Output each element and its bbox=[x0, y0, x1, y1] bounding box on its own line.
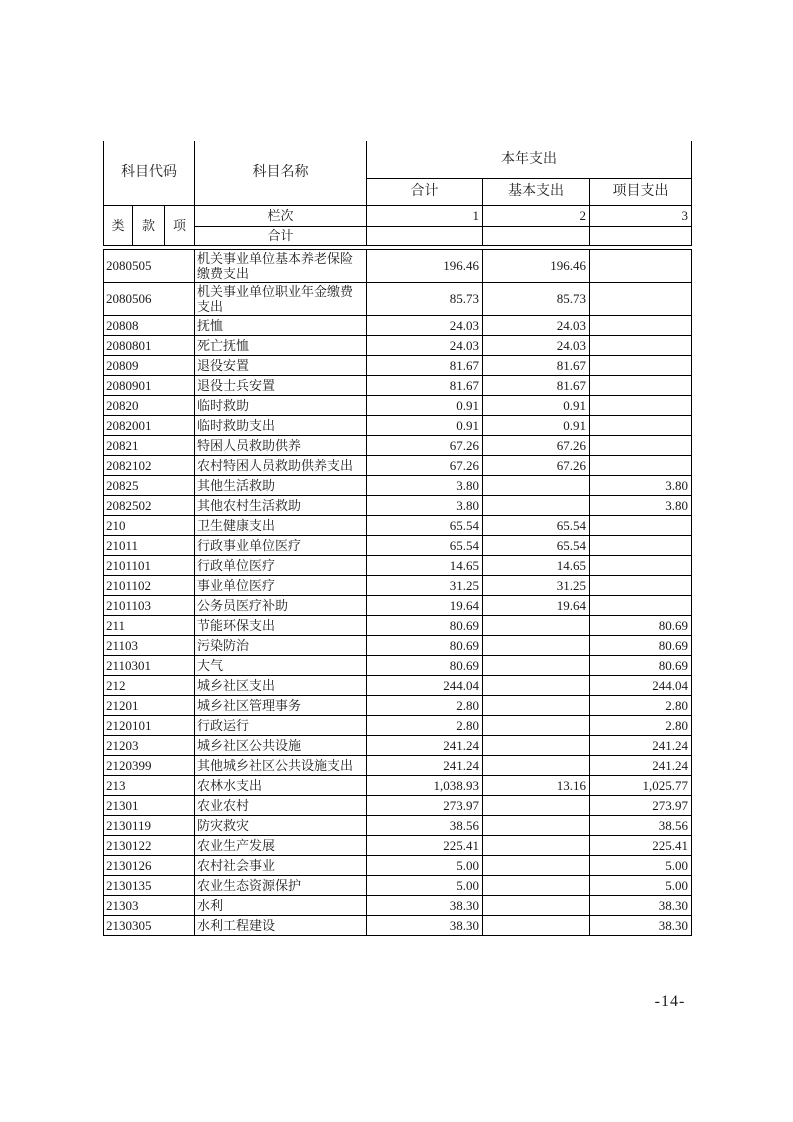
project-cell: 80.69 bbox=[590, 615, 692, 635]
code-cell: 2120399 bbox=[104, 755, 195, 775]
code-cell: 21301 bbox=[104, 795, 195, 815]
basic-cell: 31.25 bbox=[483, 575, 590, 595]
code-cell: 2110301 bbox=[104, 655, 195, 675]
project-cell: 80.69 bbox=[590, 655, 692, 675]
project-cell: 225.41 bbox=[590, 835, 692, 855]
header-basic-expenditure-column: 基本支出 bbox=[483, 178, 590, 205]
code-cell: 2130122 bbox=[104, 835, 195, 855]
total-cell: 80.69 bbox=[367, 635, 483, 655]
table-row bbox=[104, 755, 692, 775]
code-cell: 21203 bbox=[104, 735, 195, 755]
total-cell: 5.00 bbox=[367, 875, 483, 895]
project-cell bbox=[590, 355, 692, 375]
code-cell: 20820 bbox=[104, 395, 195, 415]
table-row bbox=[104, 475, 692, 495]
code-cell: 21011 bbox=[104, 535, 195, 555]
project-cell bbox=[590, 535, 692, 555]
code-cell: 2130305 bbox=[104, 915, 195, 935]
total-cell: 85.73 bbox=[367, 282, 483, 315]
budget-table bbox=[103, 141, 693, 936]
total-cell: 31.25 bbox=[367, 575, 483, 595]
header-subject-code: 科目代码 bbox=[104, 141, 195, 205]
header-category: 类 bbox=[104, 205, 133, 245]
total-cell: 38.30 bbox=[367, 895, 483, 915]
table-row bbox=[104, 655, 692, 675]
total-cell: 81.67 bbox=[367, 355, 483, 375]
total-cell: 241.24 bbox=[367, 755, 483, 775]
table-row bbox=[104, 735, 692, 755]
name-cell: 其他农村生活救助 bbox=[195, 495, 367, 515]
total-cell: 65.54 bbox=[367, 515, 483, 535]
basic-cell: 14.65 bbox=[483, 555, 590, 575]
basic-cell bbox=[483, 855, 590, 875]
header-project-expenditure-column: 项目支出 bbox=[590, 178, 692, 205]
code-cell: 2080901 bbox=[104, 375, 195, 395]
total-cell: 24.03 bbox=[367, 335, 483, 355]
total-cell: 14.65 bbox=[367, 555, 483, 575]
budget-table-data bbox=[103, 249, 692, 936]
project-cell: 2.80 bbox=[590, 695, 692, 715]
total-cell: 225.41 bbox=[367, 835, 483, 855]
project-cell bbox=[590, 282, 692, 315]
total-cell: 2.80 bbox=[367, 715, 483, 735]
name-cell: 水利 bbox=[195, 895, 367, 915]
table-row bbox=[104, 395, 692, 415]
name-cell: 农村社会事业 bbox=[195, 855, 367, 875]
total-cell: 38.56 bbox=[367, 815, 483, 835]
project-cell bbox=[590, 415, 692, 435]
total-cell: 19.64 bbox=[367, 595, 483, 615]
name-cell: 农业农村 bbox=[195, 795, 367, 815]
code-cell: 2130135 bbox=[104, 875, 195, 895]
project-cell bbox=[590, 249, 692, 282]
code-cell: 210 bbox=[104, 515, 195, 535]
total-cell: 67.26 bbox=[367, 435, 483, 455]
name-cell: 临时救助支出 bbox=[195, 415, 367, 435]
code-cell: 2080801 bbox=[104, 335, 195, 355]
grand-total-label: 合计 bbox=[195, 226, 367, 245]
table-row bbox=[104, 375, 692, 395]
table-row bbox=[104, 615, 692, 635]
table-row bbox=[104, 575, 692, 595]
table-row bbox=[104, 895, 692, 915]
basic-cell bbox=[483, 615, 590, 635]
project-cell bbox=[590, 375, 692, 395]
column-index-3: 3 bbox=[590, 205, 692, 226]
name-cell: 农业生态资源保护 bbox=[195, 875, 367, 895]
basic-cell bbox=[483, 915, 590, 935]
project-cell bbox=[590, 515, 692, 535]
project-cell bbox=[590, 455, 692, 475]
basic-cell bbox=[483, 675, 590, 695]
header-current-year-expenditure: 本年支出 bbox=[367, 141, 692, 178]
header-clause: 款 bbox=[133, 205, 165, 245]
table-row bbox=[104, 515, 692, 535]
table-row bbox=[104, 355, 692, 375]
project-cell: 3.80 bbox=[590, 475, 692, 495]
code-cell: 2130126 bbox=[104, 855, 195, 875]
total-cell: 244.04 bbox=[367, 675, 483, 695]
table-row bbox=[104, 875, 692, 895]
name-cell: 城乡社区管理事务 bbox=[195, 695, 367, 715]
table-row bbox=[104, 715, 692, 735]
basic-cell bbox=[483, 695, 590, 715]
name-cell: 节能环保支出 bbox=[195, 615, 367, 635]
name-cell: 其他城乡社区公共设施支出 bbox=[195, 755, 367, 775]
total-cell: 65.54 bbox=[367, 535, 483, 555]
basic-cell bbox=[483, 715, 590, 735]
total-cell: 67.26 bbox=[367, 455, 483, 475]
basic-cell: 24.03 bbox=[483, 315, 590, 335]
basic-cell: 13.16 bbox=[483, 775, 590, 795]
code-cell: 20808 bbox=[104, 315, 195, 335]
basic-cell: 196.46 bbox=[483, 249, 590, 282]
project-cell: 273.97 bbox=[590, 795, 692, 815]
header-item: 项 bbox=[165, 205, 195, 245]
basic-cell: 24.03 bbox=[483, 335, 590, 355]
table-row bbox=[104, 595, 692, 615]
project-cell: 241.24 bbox=[590, 735, 692, 755]
name-cell: 污染防治 bbox=[195, 635, 367, 655]
basic-cell: 65.54 bbox=[483, 515, 590, 535]
total-cell: 3.80 bbox=[367, 495, 483, 515]
table-row bbox=[104, 855, 692, 875]
total-cell: 0.91 bbox=[367, 395, 483, 415]
table-row bbox=[104, 335, 692, 355]
project-cell bbox=[590, 595, 692, 615]
total-cell: 2.80 bbox=[367, 695, 483, 715]
total-cell: 1,038.93 bbox=[367, 775, 483, 795]
name-cell: 卫生健康支出 bbox=[195, 515, 367, 535]
code-cell: 2130119 bbox=[104, 815, 195, 835]
name-cell: 事业单位医疗 bbox=[195, 575, 367, 595]
basic-cell bbox=[483, 735, 590, 755]
total-cell: 81.67 bbox=[367, 375, 483, 395]
code-cell: 20821 bbox=[104, 435, 195, 455]
basic-cell bbox=[483, 495, 590, 515]
table-row bbox=[104, 282, 692, 315]
page-number: -14- bbox=[654, 993, 686, 1010]
table-row bbox=[104, 535, 692, 555]
code-cell: 213 bbox=[104, 775, 195, 795]
code-cell: 212 bbox=[104, 675, 195, 695]
basic-cell bbox=[483, 895, 590, 915]
total-cell: 38.30 bbox=[367, 915, 483, 935]
basic-cell: 0.91 bbox=[483, 415, 590, 435]
name-cell: 行政事业单位医疗 bbox=[195, 535, 367, 555]
code-cell: 2101101 bbox=[104, 555, 195, 575]
name-cell: 水利工程建设 bbox=[195, 915, 367, 935]
column-index-1: 1 bbox=[367, 205, 483, 226]
basic-cell: 85.73 bbox=[483, 282, 590, 315]
total-cell: 241.24 bbox=[367, 735, 483, 755]
table-row bbox=[104, 835, 692, 855]
code-cell: 2080506 bbox=[104, 282, 195, 315]
name-cell: 城乡社区公共设施 bbox=[195, 735, 367, 755]
name-cell: 抚恤 bbox=[195, 315, 367, 335]
name-cell: 农村特困人员救助供养支出 bbox=[195, 455, 367, 475]
name-cell: 特困人员救助供养 bbox=[195, 435, 367, 455]
table-row bbox=[104, 495, 692, 515]
name-cell: 其他生活救助 bbox=[195, 475, 367, 495]
budget-table-header bbox=[103, 141, 692, 246]
table-row bbox=[104, 249, 692, 282]
code-cell: 2120101 bbox=[104, 715, 195, 735]
basic-cell bbox=[483, 795, 590, 815]
project-cell bbox=[590, 395, 692, 415]
grand-total-total-cell bbox=[367, 226, 483, 245]
total-cell: 273.97 bbox=[367, 795, 483, 815]
basic-cell bbox=[483, 835, 590, 855]
table-row bbox=[104, 675, 692, 695]
name-cell: 行政单位医疗 bbox=[195, 555, 367, 575]
project-cell bbox=[590, 335, 692, 355]
table-row bbox=[104, 555, 692, 575]
project-cell bbox=[590, 575, 692, 595]
name-cell: 行政运行 bbox=[195, 715, 367, 735]
project-cell bbox=[590, 435, 692, 455]
project-cell: 5.00 bbox=[590, 855, 692, 875]
project-cell: 2.80 bbox=[590, 715, 692, 735]
table-row bbox=[104, 415, 692, 435]
header-column-index-label: 栏次 bbox=[195, 205, 367, 226]
project-cell: 38.30 bbox=[590, 895, 692, 915]
code-cell: 2101103 bbox=[104, 595, 195, 615]
header-subject-name: 科目名称 bbox=[195, 141, 367, 205]
table-row bbox=[104, 435, 692, 455]
project-cell bbox=[590, 315, 692, 335]
project-cell: 38.56 bbox=[590, 815, 692, 835]
total-cell: 3.80 bbox=[367, 475, 483, 495]
code-cell: 211 bbox=[104, 615, 195, 635]
table-row bbox=[104, 915, 692, 935]
table-row bbox=[104, 795, 692, 815]
code-cell: 21103 bbox=[104, 635, 195, 655]
code-cell: 2101102 bbox=[104, 575, 195, 595]
basic-cell: 67.26 bbox=[483, 435, 590, 455]
total-cell: 80.69 bbox=[367, 655, 483, 675]
basic-cell bbox=[483, 815, 590, 835]
name-cell: 农林水支出 bbox=[195, 775, 367, 795]
code-cell: 2080505 bbox=[104, 249, 195, 282]
table-row bbox=[104, 775, 692, 795]
name-cell: 临时救助 bbox=[195, 395, 367, 415]
basic-cell bbox=[483, 655, 590, 675]
name-cell: 防灾救灾 bbox=[195, 815, 367, 835]
project-cell bbox=[590, 555, 692, 575]
project-cell: 244.04 bbox=[590, 675, 692, 695]
table-row bbox=[104, 815, 692, 835]
project-cell: 241.24 bbox=[590, 755, 692, 775]
name-cell: 城乡社区支出 bbox=[195, 675, 367, 695]
basic-cell: 65.54 bbox=[483, 535, 590, 555]
code-cell: 21303 bbox=[104, 895, 195, 915]
name-cell: 机关事业单位职业年金缴费支出 bbox=[195, 282, 367, 315]
table-row bbox=[104, 635, 692, 655]
total-cell: 24.03 bbox=[367, 315, 483, 335]
code-cell: 2082001 bbox=[104, 415, 195, 435]
basic-cell: 0.91 bbox=[483, 395, 590, 415]
name-cell: 机关事业单位基本养老保险缴费支出 bbox=[195, 249, 367, 282]
column-index-2: 2 bbox=[483, 205, 590, 226]
table-row bbox=[104, 315, 692, 335]
project-cell: 38.30 bbox=[590, 915, 692, 935]
total-cell: 80.69 bbox=[367, 615, 483, 635]
table-row bbox=[104, 695, 692, 715]
project-cell: 3.80 bbox=[590, 495, 692, 515]
grand-total-project-cell bbox=[590, 226, 692, 245]
project-cell: 80.69 bbox=[590, 635, 692, 655]
basic-cell bbox=[483, 475, 590, 495]
total-cell: 196.46 bbox=[367, 249, 483, 282]
basic-cell: 81.67 bbox=[483, 375, 590, 395]
basic-cell bbox=[483, 635, 590, 655]
budget-table-body bbox=[104, 249, 692, 935]
header-total-column: 合计 bbox=[367, 178, 483, 205]
basic-cell: 67.26 bbox=[483, 455, 590, 475]
basic-cell: 81.67 bbox=[483, 355, 590, 375]
project-cell: 5.00 bbox=[590, 875, 692, 895]
code-cell: 21201 bbox=[104, 695, 195, 715]
total-cell: 5.00 bbox=[367, 855, 483, 875]
basic-cell bbox=[483, 875, 590, 895]
basic-cell: 19.64 bbox=[483, 595, 590, 615]
name-cell: 大气 bbox=[195, 655, 367, 675]
name-cell: 死亡抚恤 bbox=[195, 335, 367, 355]
grand-total-basic-cell bbox=[483, 226, 590, 245]
total-cell: 0.91 bbox=[367, 415, 483, 435]
code-cell: 20809 bbox=[104, 355, 195, 375]
name-cell: 公务员医疗补助 bbox=[195, 595, 367, 615]
code-cell: 2082102 bbox=[104, 455, 195, 475]
code-cell: 20825 bbox=[104, 475, 195, 495]
name-cell: 退役安置 bbox=[195, 355, 367, 375]
basic-cell bbox=[483, 755, 590, 775]
name-cell: 农业生产发展 bbox=[195, 835, 367, 855]
code-cell: 2082502 bbox=[104, 495, 195, 515]
project-cell: 1,025.77 bbox=[590, 775, 692, 795]
table-row bbox=[104, 455, 692, 475]
name-cell: 退役士兵安置 bbox=[195, 375, 367, 395]
